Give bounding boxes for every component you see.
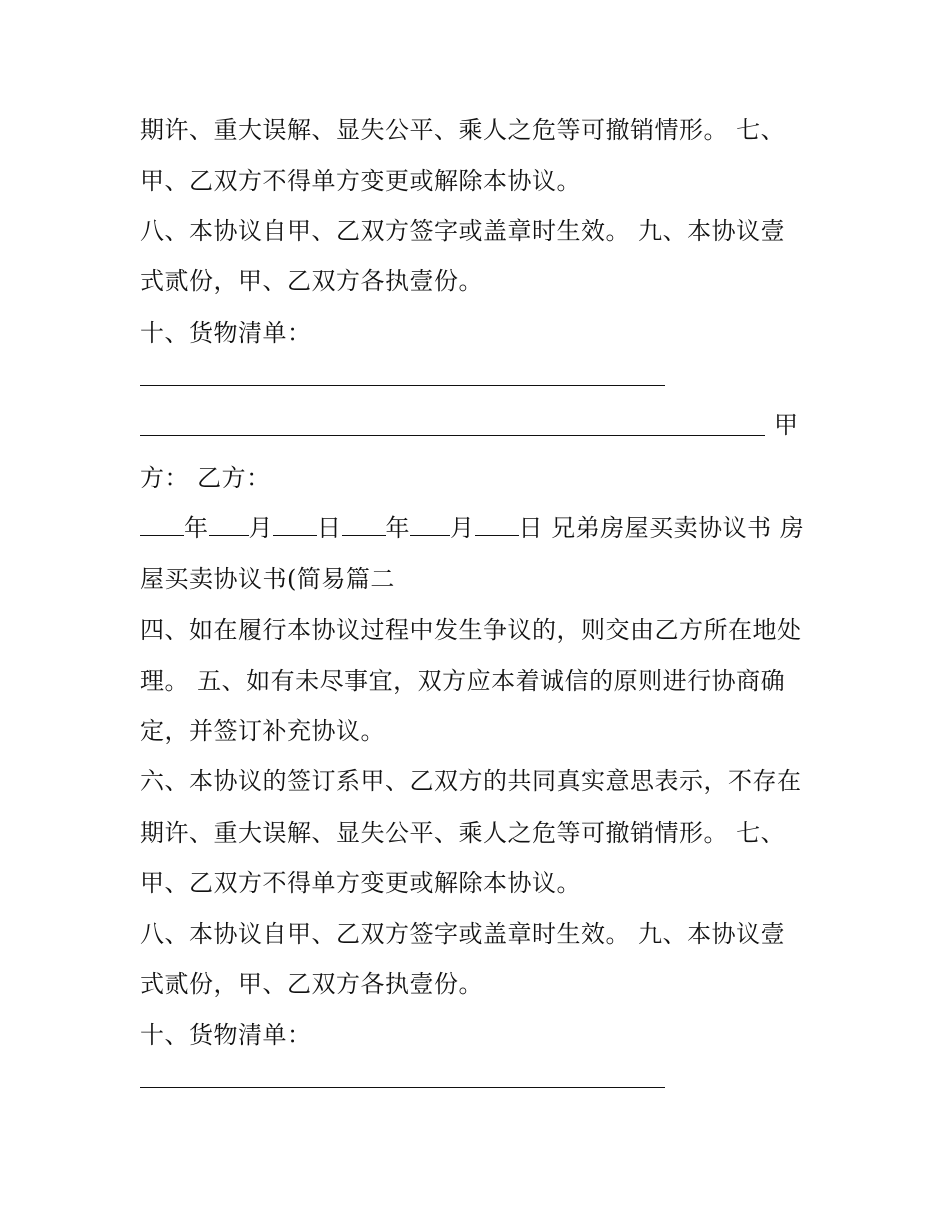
text-line: 定，并签订补充协议。 — [140, 717, 385, 745]
text-line: 甲、乙双方不得单方变更或解除本协议。 — [140, 167, 581, 195]
date-line — [140, 513, 804, 543]
month-label: 月 — [450, 514, 475, 542]
month-label: 月 — [248, 514, 273, 542]
day-blank — [273, 513, 317, 536]
text-line: 式贰份，甲、乙双方各执壹份。 — [140, 970, 483, 998]
day-blank — [475, 513, 519, 536]
text-line: 甲、乙双方不得单方变更或解除本协议。 — [140, 869, 581, 897]
month-blank — [410, 513, 450, 536]
year-label: 年 — [385, 514, 410, 542]
party-a-label: 甲 — [774, 411, 799, 439]
parties-line: 方： 乙方： — [140, 464, 271, 492]
goods-list-blank-line — [140, 1087, 665, 1088]
text-line: 十、货物清单： — [140, 319, 312, 347]
month-blank — [209, 513, 249, 536]
text-line: 期许、重大误解、显失公平、乘人之危等可撤销情形。 七、 — [140, 116, 786, 144]
day-label: 日 — [518, 514, 543, 542]
text-line: 八、本协议自甲、乙双方签字或盖章时生效。 九、本协议壹 — [140, 217, 786, 245]
text-line: 十、货物清单： — [140, 1021, 312, 1049]
title-text: 兄弟房屋买卖协议书 房 — [543, 514, 805, 542]
text-line: 八、本协议自甲、乙双方签字或盖章时生效。 九、本协议壹 — [140, 920, 786, 948]
goods-list-blank-line — [140, 435, 765, 436]
text-line: 六、本协议的签订系甲、乙双方的共同真实意思表示，不存在 — [140, 767, 802, 795]
text-line: 屋买卖协议书(简易篇二 — [140, 565, 395, 593]
year-blank — [342, 513, 386, 536]
year-blank — [140, 513, 184, 536]
text-line: 理。 五、如有未尽事宜，双方应本着诚信的原则进行协商确 — [140, 667, 786, 695]
text-line: 四、如在履行本协议过程中发生争议的，则交由乙方所在地处 — [140, 616, 802, 644]
year-label: 年 — [184, 514, 209, 542]
text-line: 式贰份，甲、乙双方各执壹份。 — [140, 267, 483, 295]
goods-list-blank-line — [140, 385, 665, 386]
day-label: 日 — [317, 514, 342, 542]
text-line: 期许、重大误解、显失公平、乘人之危等可撤销情形。 七、 — [140, 819, 786, 847]
